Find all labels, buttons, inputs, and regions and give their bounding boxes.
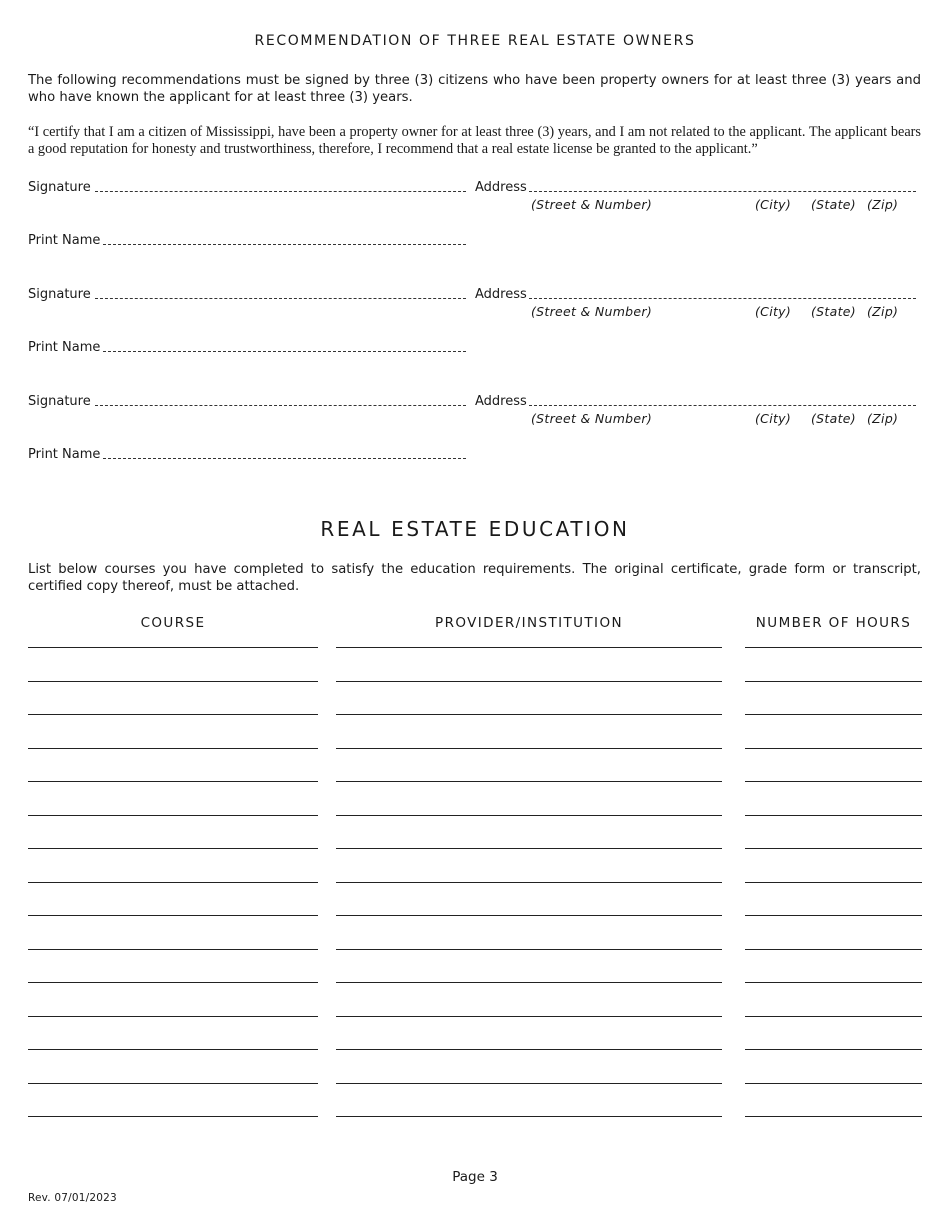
- provider-line[interactable]: [336, 848, 722, 849]
- print-name-label: Print Name: [28, 447, 101, 462]
- state-sublabel: (State): [811, 411, 856, 426]
- provider-line[interactable]: [336, 647, 722, 648]
- street-sublabel: (Street & Number): [531, 197, 653, 212]
- provider-line[interactable]: [336, 882, 722, 883]
- print-name-label: Print Name: [28, 233, 101, 248]
- signature-line-3[interactable]: [95, 405, 466, 406]
- hours-line[interactable]: [745, 848, 922, 849]
- city-sublabel: (City): [755, 304, 792, 319]
- page-number: Page 3: [452, 1169, 498, 1185]
- address-label: Address: [475, 287, 527, 302]
- hours-line[interactable]: [745, 882, 922, 883]
- signature-label: Signature: [28, 394, 91, 409]
- certification-statement: “I certify that I am a citizen of Mississippi, have been a property owner for at least three (3) years, and I am not related to the applicant. The applicant bears a good reputation for honesty and trustworthiness, therefore, I recommend that a real estate license be granted to the applicant.”: [28, 124, 921, 157]
- address-line-2[interactable]: [529, 298, 916, 299]
- course-line[interactable]: [28, 815, 318, 816]
- hours-line[interactable]: [745, 982, 922, 983]
- signature-line-1[interactable]: [95, 191, 466, 192]
- provider-line[interactable]: [336, 815, 722, 816]
- zip-sublabel: (Zip): [867, 411, 899, 426]
- course-line[interactable]: [28, 915, 318, 916]
- provider-line[interactable]: [336, 1116, 722, 1117]
- hours-line[interactable]: [745, 647, 922, 648]
- provider-line[interactable]: [336, 915, 722, 916]
- address-line-3[interactable]: [529, 405, 916, 406]
- provider-line[interactable]: [336, 781, 722, 782]
- education-instructions: List below courses you have completed to satisfy the education requirements. The original certificate, grade form or transcript, certified copy thereof, must be attached.: [28, 562, 921, 594]
- print-name-line-2[interactable]: [103, 351, 466, 352]
- column-header-course: COURSE: [140, 615, 206, 631]
- course-line[interactable]: [28, 681, 318, 682]
- course-line[interactable]: [28, 748, 318, 749]
- hours-line[interactable]: [745, 748, 922, 749]
- course-line[interactable]: [28, 949, 318, 950]
- course-line[interactable]: [28, 781, 318, 782]
- zip-sublabel: (Zip): [867, 197, 899, 212]
- column-header-hours: NUMBER OF HOURS: [755, 615, 912, 631]
- column-header-provider: PROVIDER/INSTITUTION: [435, 615, 623, 631]
- provider-line[interactable]: [336, 1083, 722, 1084]
- zip-sublabel: (Zip): [867, 304, 899, 319]
- provider-line[interactable]: [336, 1049, 722, 1050]
- city-sublabel: (City): [755, 411, 792, 426]
- recommendation-title: RECOMMENDATION OF THREE REAL ESTATE OWNERS: [254, 33, 696, 49]
- hours-line[interactable]: [745, 915, 922, 916]
- street-sublabel: (Street & Number): [531, 304, 653, 319]
- address-line-1[interactable]: [529, 191, 916, 192]
- state-sublabel: (State): [811, 197, 856, 212]
- print-name-line-1[interactable]: [103, 244, 466, 245]
- street-sublabel: (Street & Number): [531, 411, 653, 426]
- course-line[interactable]: [28, 647, 318, 648]
- hours-line[interactable]: [745, 1083, 922, 1084]
- provider-line[interactable]: [336, 949, 722, 950]
- revision-date: Rev. 07/01/2023: [28, 1192, 117, 1204]
- address-label: Address: [475, 180, 527, 195]
- hours-line[interactable]: [745, 1049, 922, 1050]
- course-line[interactable]: [28, 1016, 318, 1017]
- hours-line[interactable]: [745, 949, 922, 950]
- state-sublabel: (State): [811, 304, 856, 319]
- hours-line[interactable]: [745, 1016, 922, 1017]
- hours-line[interactable]: [745, 781, 922, 782]
- course-line[interactable]: [28, 1083, 318, 1084]
- signature-label: Signature: [28, 287, 91, 302]
- course-line[interactable]: [28, 882, 318, 883]
- hours-line[interactable]: [745, 1116, 922, 1117]
- course-line[interactable]: [28, 1049, 318, 1050]
- course-line[interactable]: [28, 714, 318, 715]
- provider-line[interactable]: [336, 982, 722, 983]
- provider-line[interactable]: [336, 681, 722, 682]
- hours-line[interactable]: [745, 681, 922, 682]
- signature-line-2[interactable]: [95, 298, 466, 299]
- address-label: Address: [475, 394, 527, 409]
- city-sublabel: (City): [755, 197, 792, 212]
- print-name-line-3[interactable]: [103, 458, 466, 459]
- provider-line[interactable]: [336, 748, 722, 749]
- course-line[interactable]: [28, 848, 318, 849]
- recommendation-intro: The following recommendations must be signed by three (3) citizens who have been property owners for at least three (3) years and who have known the applicant for at least three (3) years.: [28, 73, 921, 105]
- hours-line[interactable]: [745, 714, 922, 715]
- education-title: REAL ESTATE EDUCATION: [320, 517, 630, 541]
- course-line[interactable]: [28, 1116, 318, 1117]
- print-name-label: Print Name: [28, 340, 101, 355]
- provider-line[interactable]: [336, 1016, 722, 1017]
- course-line[interactable]: [28, 982, 318, 983]
- signature-label: Signature: [28, 180, 91, 195]
- provider-line[interactable]: [336, 714, 722, 715]
- hours-line[interactable]: [745, 815, 922, 816]
